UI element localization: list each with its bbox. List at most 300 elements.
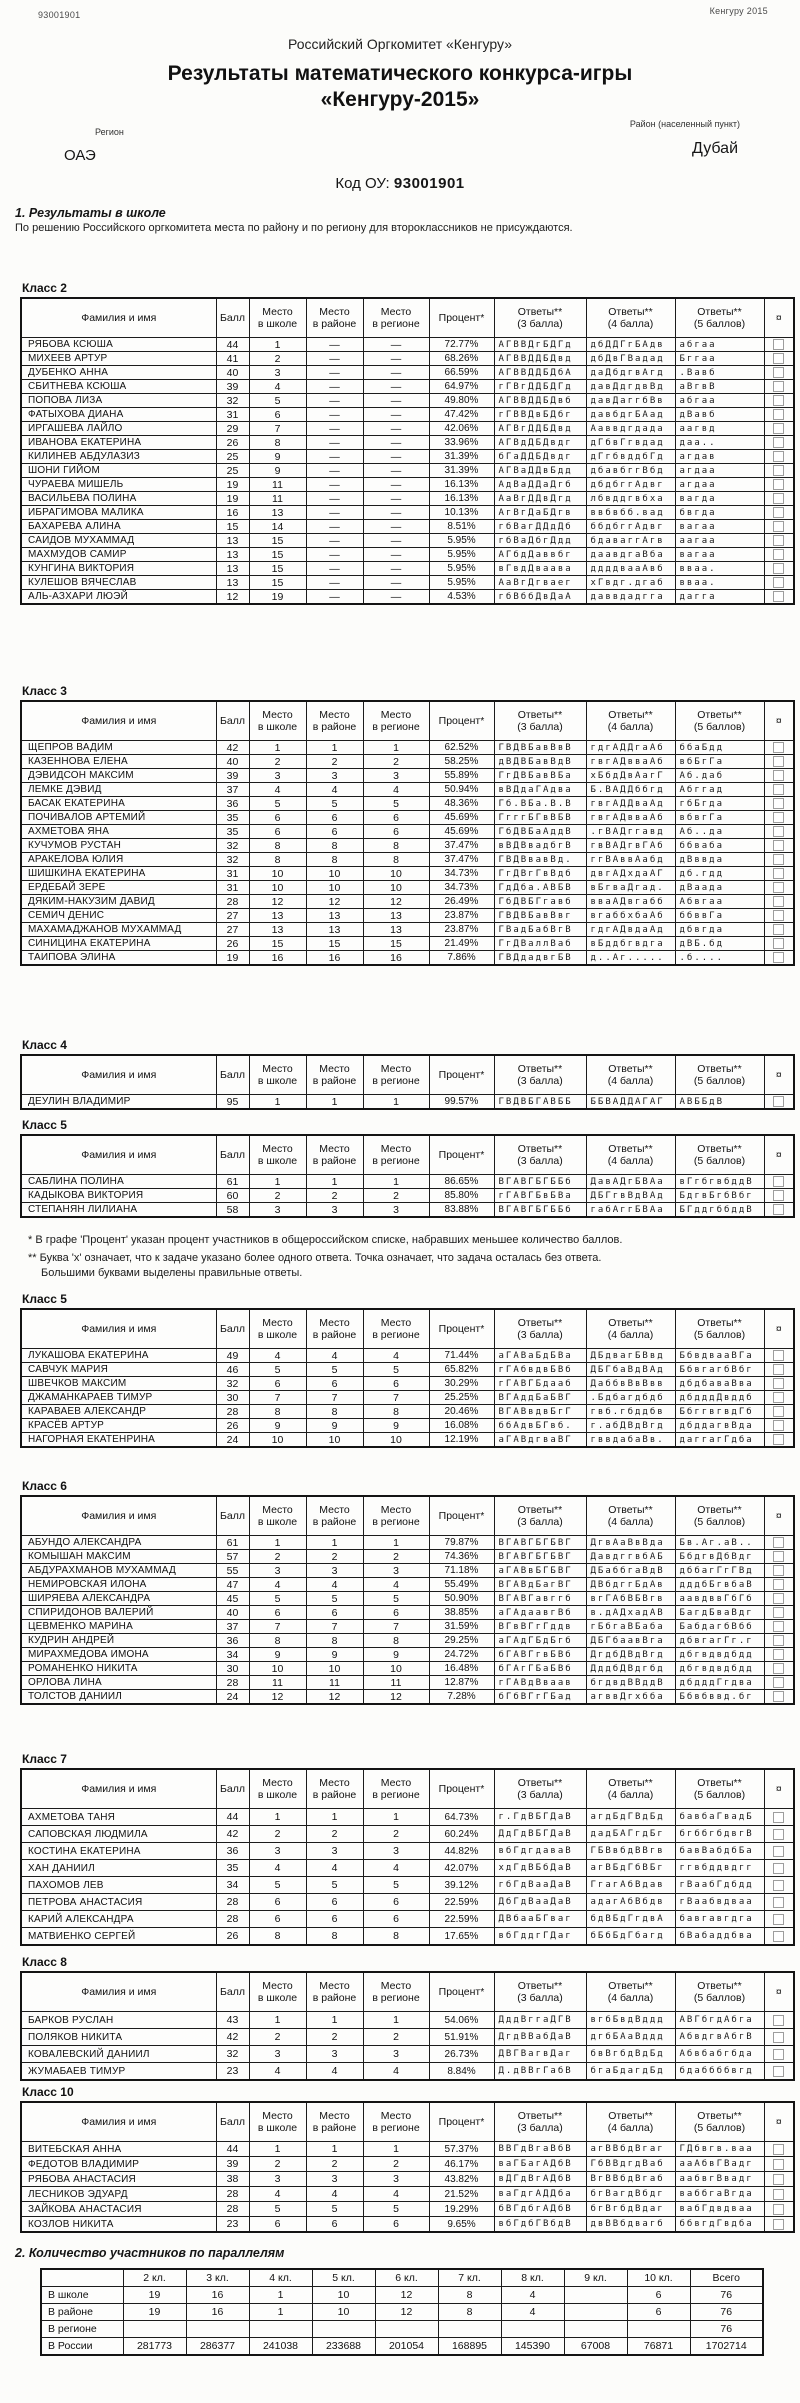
score: 28 — [216, 1676, 249, 1690]
place-region: 8 — [363, 853, 429, 867]
checkbox-box — [773, 1350, 784, 1361]
percent: 37.47% — [429, 839, 494, 853]
percent: 8.84% — [429, 2063, 494, 2081]
answers-5: аагаа — [675, 534, 764, 548]
student-name: ШОНИ ГИЙОМ — [21, 464, 216, 478]
answers-4: бБбБдГбагд — [586, 1928, 675, 1946]
place-region: — — [363, 366, 429, 380]
place-school: 11 — [249, 492, 306, 506]
place-region: 2 — [363, 2157, 429, 2172]
class-label: Класс 8 — [22, 1955, 67, 1969]
col-place-district: Место в районе — [306, 701, 363, 741]
answers-5: дбгвдвдбдд — [675, 1648, 764, 1662]
score: 28 — [216, 2187, 249, 2202]
answers-5: Абвгаа — [675, 895, 764, 909]
place-district: 10 — [306, 1433, 363, 1448]
percent: 21.49% — [429, 937, 494, 951]
checkbox-box — [773, 910, 784, 921]
place-school: 1 — [249, 1809, 306, 1826]
answers-5: дб.гдд — [675, 867, 764, 881]
place-region: 10 — [363, 1662, 429, 1676]
percent: 12.19% — [429, 1433, 494, 1448]
answers-4: габАггБВАа — [586, 1203, 675, 1218]
place-school: 4 — [249, 2187, 306, 2202]
percent: 42.06% — [429, 422, 494, 436]
mark-checkbox — [764, 951, 794, 966]
percent: 23.87% — [429, 909, 494, 923]
checkbox-box — [773, 339, 784, 350]
checkbox-box — [773, 2159, 784, 2170]
results-table — [20, 1308, 795, 1448]
percent: 55.89% — [429, 769, 494, 783]
percent: 83.88% — [429, 1203, 494, 1218]
result-row — [21, 380, 794, 394]
col-answers-4: Ответы** (4 балла) — [586, 1055, 675, 1095]
result-row — [21, 1550, 794, 1564]
score: 26 — [216, 1419, 249, 1433]
header-row — [21, 298, 794, 338]
student-name: САБЛИНА ПОЛИНА — [21, 1175, 216, 1189]
checkbox-box — [773, 409, 784, 420]
answers-4: ДавАДгБВАа — [586, 1175, 675, 1189]
answers-4: дГбвГгвдад — [586, 436, 675, 450]
place-region: 6 — [363, 1606, 429, 1620]
place-district: — — [306, 380, 363, 394]
mark-checkbox — [764, 1648, 794, 1662]
place-region: 3 — [363, 1564, 429, 1578]
header-row — [21, 701, 794, 741]
place-school: 9 — [249, 464, 306, 478]
count-cell: 19 — [123, 2304, 186, 2321]
result-row — [21, 867, 794, 881]
place-region: 1 — [363, 2142, 429, 2157]
place-region: 2 — [363, 1550, 429, 1564]
mark-checkbox — [764, 839, 794, 853]
score: 39 — [216, 380, 249, 394]
col-place-district: Место в районе — [306, 1309, 363, 1349]
col-checkbox: ¤ — [764, 1309, 794, 1349]
checkbox-box — [773, 1863, 784, 1874]
mark-checkbox — [764, 590, 794, 605]
answers-3: АГбдДаввбг — [494, 548, 586, 562]
mark-checkbox — [764, 881, 794, 895]
class-column-header: 8 кл. — [501, 2269, 564, 2287]
answers-5: БбвгагбВбг — [675, 1363, 764, 1377]
answers-3: ГбДВБаАддВ — [494, 825, 586, 839]
answers-5: вбвгГа — [675, 811, 764, 825]
place-region: 6 — [363, 825, 429, 839]
score: 35 — [216, 825, 249, 839]
answers-4: дбДвГВадад — [586, 352, 675, 366]
student-name: КОЗЛОВ НИКИТА — [21, 2217, 216, 2233]
score: 32 — [216, 839, 249, 853]
mark-checkbox — [764, 2029, 794, 2046]
place-region: 7 — [363, 1391, 429, 1405]
answers-3: ГгДВБавВБа — [494, 769, 586, 783]
col-place-school: Место в школе — [249, 1972, 306, 2012]
answers-4: в.дАДхадАВ — [586, 1606, 675, 1620]
place-region: 5 — [363, 1592, 429, 1606]
col-percent: Процент* — [429, 1135, 494, 1175]
student-name: ШИШКИНА ЕКАТЕРИНА — [21, 867, 216, 881]
place-district: — — [306, 338, 363, 352]
place-region: 6 — [363, 1377, 429, 1391]
place-school: 3 — [249, 1564, 306, 1578]
col-answers-3: Ответы** (3 балла) — [494, 1769, 586, 1809]
col-answers-5: Ответы** (5 баллов) — [675, 1769, 764, 1809]
student-name: ФАТЫХОВА ДИАНА — [21, 408, 216, 422]
place-school: 4 — [249, 1349, 306, 1363]
score: 34 — [216, 1877, 249, 1894]
place-district: 1 — [306, 2142, 363, 2157]
mark-checkbox — [764, 366, 794, 380]
mark-checkbox — [764, 1894, 794, 1911]
answers-5: дбвгагГг.г — [675, 1634, 764, 1648]
place-school: 1 — [249, 2012, 306, 2029]
answers-4: гвВАДгвГАб — [586, 839, 675, 853]
place-school: 4 — [249, 1860, 306, 1877]
place-school: 15 — [249, 937, 306, 951]
col-percent: Процент* — [429, 298, 494, 338]
main-title-line2: «Кенгуру-2015» — [320, 88, 480, 111]
place-school: 5 — [249, 2202, 306, 2217]
checkbox-box — [773, 1677, 784, 1688]
answers-5: дВавб — [675, 408, 764, 422]
count-cell: 6 — [627, 2304, 690, 2321]
answers-4: дбдбггАдвг — [586, 478, 675, 492]
col-checkbox: ¤ — [764, 1496, 794, 1536]
checkbox-box — [773, 2189, 784, 2200]
mark-checkbox — [764, 1433, 794, 1448]
checkbox-box — [773, 1846, 784, 1857]
score: 12 — [216, 590, 249, 605]
place-district: 3 — [306, 1203, 363, 1218]
answers-5: АбвдгвАбгВ — [675, 2029, 764, 2046]
place-district: 3 — [306, 1564, 363, 1578]
place-region: 1 — [363, 1095, 429, 1110]
answers-3: ббАдвБГвб. — [494, 1419, 586, 1433]
count-cell — [564, 2321, 627, 2338]
col-score: Балл — [216, 2102, 249, 2142]
place-school: 2 — [249, 2157, 306, 2172]
result-row — [21, 1536, 794, 1550]
result-row — [21, 2202, 794, 2217]
col-answers-4: Ответы** (4 балла) — [586, 1135, 675, 1175]
mark-checkbox — [764, 1377, 794, 1391]
place-school: 6 — [249, 1606, 306, 1620]
percent: 42.07% — [429, 1860, 494, 1877]
col-checkbox: ¤ — [764, 1135, 794, 1175]
count-cell — [501, 2321, 564, 2338]
col-place-school: Место в школе — [249, 1135, 306, 1175]
answers-4: даДбдгвАгд — [586, 366, 675, 380]
answers-3: ВГАВГБГБВГ — [494, 1536, 586, 1550]
percent: 10.13% — [429, 506, 494, 520]
answers-3: гГВгДДБДГд — [494, 380, 586, 394]
place-district: 5 — [306, 1877, 363, 1894]
result-row — [21, 1391, 794, 1405]
place-school: 15 — [249, 548, 306, 562]
place-school: 13 — [249, 923, 306, 937]
checkbox-box — [773, 924, 784, 935]
answers-3: АГВВДгБДГд — [494, 338, 586, 352]
answers-3: аГАВдгваВГ — [494, 1433, 586, 1448]
place-school: 2 — [249, 1550, 306, 1564]
count-cell: 76 — [690, 2287, 763, 2304]
result-row — [21, 1419, 794, 1433]
checkbox-box — [773, 770, 784, 781]
place-region: — — [363, 478, 429, 492]
mark-checkbox — [764, 2142, 794, 2157]
place-region: 9 — [363, 1419, 429, 1433]
count-cell: 145390 — [501, 2338, 564, 2356]
answers-4: .Бдбагдбдб — [586, 1391, 675, 1405]
place-school: 10 — [249, 1433, 306, 1448]
student-name: АЛЬ-АЗХАРИ ЛЮЭЙ — [21, 590, 216, 605]
place-district: — — [306, 422, 363, 436]
checkbox-box — [773, 1897, 784, 1908]
class-table-2 — [20, 281, 795, 605]
answers-4: гвгАДДваАд — [586, 797, 675, 811]
checkbox-box — [773, 1551, 784, 1562]
mark-checkbox — [764, 394, 794, 408]
section1-note: По решению Российского оргкомитета места по району и по региону для второклассников не присуждаются. — [15, 222, 573, 234]
answers-5: бвгда — [675, 506, 764, 520]
place-region: — — [363, 464, 429, 478]
mark-checkbox — [764, 576, 794, 590]
student-name: АРАКЕЛОВА ЮЛИЯ — [21, 853, 216, 867]
col-name: Фамилия и имя — [21, 701, 216, 741]
percent: 5.95% — [429, 534, 494, 548]
place-district: 3 — [306, 2172, 363, 2187]
col-percent: Процент* — [429, 1055, 494, 1095]
col-place-region: Место в регионе — [363, 1496, 429, 1536]
result-row — [21, 2217, 794, 2233]
answers-4: гвгАДвваАб — [586, 811, 675, 825]
checkbox-box — [773, 2032, 784, 2043]
place-district: 10 — [306, 867, 363, 881]
results-table — [20, 1971, 795, 2081]
answers-4: ггВАввАабд — [586, 853, 675, 867]
col-place-school: Место в школе — [249, 701, 306, 741]
place-school: 8 — [249, 839, 306, 853]
percent: 38.85% — [429, 1606, 494, 1620]
answers-5: Аб..да — [675, 825, 764, 839]
count-cell: 4 — [501, 2287, 564, 2304]
place-district: 2 — [306, 1826, 363, 1843]
answers-4: ДБаббгаВдВ — [586, 1564, 675, 1578]
percent: 46.17% — [429, 2157, 494, 2172]
results-table — [20, 297, 795, 605]
answers-5: дбдддГгдва — [675, 1676, 764, 1690]
checkbox-box — [773, 1434, 784, 1445]
result-row — [21, 2142, 794, 2157]
col-score: Балл — [216, 701, 249, 741]
col-checkbox: ¤ — [764, 2102, 794, 2142]
percent: 86.65% — [429, 1175, 494, 1189]
score: 31 — [216, 408, 249, 422]
place-school: 1 — [249, 1095, 306, 1110]
place-district: 11 — [306, 1676, 363, 1690]
result-row — [21, 1349, 794, 1363]
class-column-header: 2 кл. — [123, 2269, 186, 2287]
checkbox-box — [773, 423, 784, 434]
place-school: 1 — [249, 741, 306, 755]
mark-checkbox — [764, 895, 794, 909]
result-row — [21, 464, 794, 478]
score: 13 — [216, 534, 249, 548]
answers-3: аГАВвБГБВГ — [494, 1564, 586, 1578]
place-school: 19 — [249, 590, 306, 605]
percent: 49.80% — [429, 394, 494, 408]
mark-checkbox — [764, 2012, 794, 2029]
place-school: 5 — [249, 394, 306, 408]
percent: 64.97% — [429, 380, 494, 394]
answers-4: гдгАДвдаАд — [586, 923, 675, 937]
count-cell: 1 — [249, 2304, 312, 2321]
answers-5: ггвбддвдгг — [675, 1860, 764, 1877]
student-name: КАЗЕННОВА ЕЛЕНА — [21, 755, 216, 769]
place-region: — — [363, 394, 429, 408]
footnote-uppercase: Большими буквами выделены правильные ответы. — [41, 1267, 303, 1279]
student-name: КУЛЕШОВ ВЯЧЕСЛАВ — [21, 576, 216, 590]
count-cell: 76 — [690, 2304, 763, 2321]
col-answers-4: Ответы** (4 балла) — [586, 298, 675, 338]
place-region: 3 — [363, 1843, 429, 1860]
percent: 55.49% — [429, 1578, 494, 1592]
percent: 19.29% — [429, 2202, 494, 2217]
student-name: ДУБЕНКО АННА — [21, 366, 216, 380]
percent: 22.59% — [429, 1911, 494, 1928]
mark-checkbox — [764, 2187, 794, 2202]
place-region: — — [363, 534, 429, 548]
col-name: Фамилия и имя — [21, 1055, 216, 1095]
answers-4: гввдабаВв. — [586, 1433, 675, 1448]
results-table — [20, 1768, 795, 1946]
answers-4: агдБдГВдБд — [586, 1809, 675, 1826]
place-district: — — [306, 520, 363, 534]
place-district: 10 — [306, 881, 363, 895]
mark-checkbox — [764, 1550, 794, 1564]
answers-3: ГВДВБавВвВ — [494, 741, 586, 755]
place-district: 3 — [306, 1843, 363, 1860]
student-name: ДЕУЛИН ВЛАДИМИР — [21, 1095, 216, 1110]
col-name: Фамилия и имя — [21, 1972, 216, 2012]
place-school: 1 — [249, 1175, 306, 1189]
count-cell: 233688 — [312, 2338, 375, 2356]
answers-3: аГАдГБдБгб — [494, 1634, 586, 1648]
result-row — [21, 2046, 794, 2063]
answers-5: вваа. — [675, 562, 764, 576]
place-district: 5 — [306, 1592, 363, 1606]
answers-3: ваГдгАДДба — [494, 2187, 586, 2202]
region-value: ОАЭ — [64, 147, 96, 164]
answers-4: ДБГбаавВга — [586, 1634, 675, 1648]
checkbox-box — [773, 1663, 784, 1674]
percent: 30.29% — [429, 1377, 494, 1391]
place-school: 8 — [249, 1928, 306, 1946]
percent: 16.13% — [429, 478, 494, 492]
student-name: СИНИЦИНА ЕКАТЕРИНА — [21, 937, 216, 951]
answers-3: гбВббДвДаА — [494, 590, 586, 605]
result-row — [21, 590, 794, 605]
mark-checkbox — [764, 1419, 794, 1433]
result-row — [21, 937, 794, 951]
place-district: — — [306, 394, 363, 408]
checkbox-box — [773, 742, 784, 753]
place-region: 16 — [363, 951, 429, 966]
result-row — [21, 1175, 794, 1189]
checkbox-box — [773, 1829, 784, 1840]
count-cell: 10 — [312, 2304, 375, 2321]
place-region: — — [363, 590, 429, 605]
mark-checkbox — [764, 937, 794, 951]
checkbox-box — [773, 1649, 784, 1660]
mark-checkbox — [764, 534, 794, 548]
student-name: АБУНДО АЛЕКСАНДРА — [21, 1536, 216, 1550]
answers-3: ВВГдВгаВбВ — [494, 2142, 586, 2157]
percent: 31.59% — [429, 1620, 494, 1634]
col-answers-3: Ответы** (3 балла) — [494, 701, 586, 741]
place-region: 6 — [363, 2217, 429, 2233]
answers-3: вДГдВгАДбВ — [494, 2172, 586, 2187]
score: 19 — [216, 951, 249, 966]
col-place-district: Место в районе — [306, 1769, 363, 1809]
answers-3: гбВаДбгДдд — [494, 534, 586, 548]
score: 23 — [216, 2063, 249, 2081]
answers-4: даавдгаВба — [586, 548, 675, 562]
score: 44 — [216, 338, 249, 352]
answers-4: даввдадгга — [586, 590, 675, 605]
checkbox-box — [773, 1190, 784, 1201]
answers-3: АГВВДДБДбА — [494, 366, 586, 380]
answers-5: дбгвдвдбдд — [675, 1662, 764, 1676]
place-district: 8 — [306, 853, 363, 867]
doc-label: Кенгуру 2015 — [709, 6, 768, 16]
class-column-header: Всего — [690, 2269, 763, 2287]
count-cell — [186, 2321, 249, 2338]
answers-5: ваббгаВгда — [675, 2187, 764, 2202]
mark-checkbox — [764, 436, 794, 450]
answers-3: ВГАддБаБВГ — [494, 1391, 586, 1405]
answers-5: дбдддДвддб — [675, 1391, 764, 1405]
place-school: 7 — [249, 1391, 306, 1405]
score: 49 — [216, 1349, 249, 1363]
place-region: 5 — [363, 1363, 429, 1377]
answers-5: вабГдвдваа — [675, 2202, 764, 2217]
place-school: 7 — [249, 422, 306, 436]
score: 32 — [216, 394, 249, 408]
place-school: 3 — [249, 1203, 306, 1218]
score: 27 — [216, 923, 249, 937]
answers-3: бГАВГгвБВб — [494, 1648, 586, 1662]
result-row — [21, 338, 794, 352]
student-name: КУНГИНА ВИКТОРИЯ — [21, 562, 216, 576]
percent: 34.73% — [429, 881, 494, 895]
place-district: 4 — [306, 1578, 363, 1592]
answers-5: аВгвВ — [675, 380, 764, 394]
percent: 5.95% — [429, 576, 494, 590]
class-label: Класс 3 — [22, 684, 67, 698]
checkbox-box — [773, 854, 784, 865]
answers-3: бГбВГгГБад — [494, 1690, 586, 1705]
percent: 16.48% — [429, 1662, 494, 1676]
place-school: 6 — [249, 1911, 306, 1928]
col-answers-5: Ответы** (5 баллов) — [675, 1309, 764, 1349]
answers-5: БдгвБгбВбг — [675, 1189, 764, 1203]
col-score: Балл — [216, 1972, 249, 2012]
results-table — [20, 1495, 795, 1705]
